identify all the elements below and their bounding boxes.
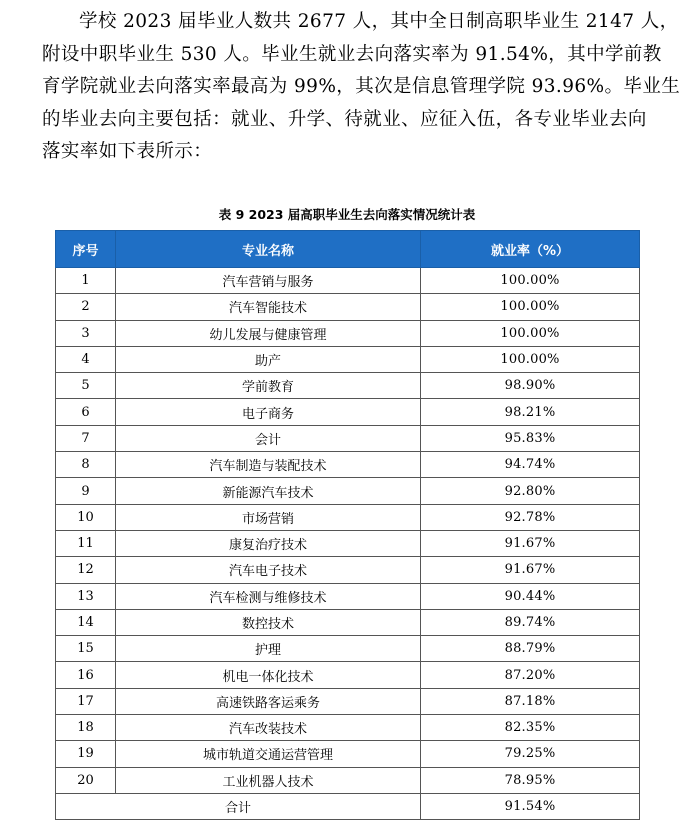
- row-major: 新能源汽车技术: [116, 478, 421, 504]
- table-row: [56, 741, 640, 767]
- row-rate: 98.90%: [421, 373, 640, 399]
- row-index: 7: [56, 425, 116, 451]
- row-major: 护理: [116, 636, 421, 662]
- table-row: [56, 504, 640, 530]
- table-row: [56, 478, 640, 504]
- row-rate: 88.79%: [421, 636, 640, 662]
- row-rate: 92.78%: [421, 504, 640, 530]
- table-row: [56, 609, 640, 635]
- table-row: [56, 452, 640, 478]
- table-body: [56, 268, 640, 820]
- row-major: 汽车制造与装配技术: [116, 452, 421, 478]
- table-row: [56, 583, 640, 609]
- row-index: 4: [56, 346, 116, 372]
- row-major: 汽车电子技术: [116, 557, 421, 583]
- row-rate: 100.00%: [421, 268, 640, 294]
- row-index: 3: [56, 320, 116, 346]
- table-total-row: [56, 793, 640, 819]
- row-major: 学前教育: [116, 373, 421, 399]
- total-value: 91.54%: [421, 793, 640, 819]
- row-rate: 95.83%: [421, 425, 640, 451]
- row-major: 机电一体化技术: [116, 662, 421, 688]
- row-rate: 79.25%: [421, 741, 640, 767]
- intro-line: 学校 2023 届毕业人数共 2677 人，其中全日制高职毕业生 2147 人，: [79, 11, 679, 32]
- row-major: 高速铁路客运乘务: [116, 688, 421, 714]
- table-row: [56, 530, 640, 556]
- table-row: [56, 320, 640, 346]
- table-row: [56, 715, 640, 741]
- row-major: 工业机器人技术: [116, 767, 421, 793]
- row-rate: 78.95%: [421, 767, 640, 793]
- row-index: 16: [56, 662, 116, 688]
- row-rate: 94.74%: [421, 452, 640, 478]
- table-row: [56, 688, 640, 714]
- row-index: 6: [56, 399, 116, 425]
- row-rate: 98.21%: [421, 399, 640, 425]
- row-index: 20: [56, 767, 116, 793]
- intro-line: 附设中职毕业生 530 人。毕业生就业去向落实率为 91.54%，其中学前教: [42, 43, 662, 65]
- row-rate: 87.20%: [421, 662, 640, 688]
- row-major: 会计: [116, 425, 421, 451]
- employment-rate-table: [55, 230, 640, 820]
- row-major: 康复治疗技术: [116, 530, 421, 556]
- intro-paragraph: [42, 6, 681, 169]
- row-index: 18: [56, 715, 116, 741]
- header-major: 专业名称: [116, 231, 421, 268]
- intro-line: 育学院就业去向落实率最高为 99%，其次是信息管理学院 93.96%。毕业生: [42, 76, 681, 98]
- row-index: 15: [56, 636, 116, 662]
- row-major: 市场营销: [116, 504, 421, 530]
- row-major: 汽车检测与维修技术: [116, 583, 421, 609]
- table-row: [56, 294, 640, 320]
- row-major: 汽车营销与服务: [116, 268, 421, 294]
- row-index: 14: [56, 609, 116, 635]
- row-rate: 87.18%: [421, 688, 640, 714]
- table-header: [56, 231, 640, 268]
- row-major: 电子商务: [116, 399, 421, 425]
- table-row: [56, 268, 640, 294]
- total-label: 合计: [56, 793, 421, 819]
- row-index: 8: [56, 452, 116, 478]
- row-major: 幼儿发展与健康管理: [116, 320, 421, 346]
- row-rate: 89.74%: [421, 609, 640, 635]
- row-index: 1: [56, 268, 116, 294]
- table-row: [56, 425, 640, 451]
- table-row: [56, 636, 640, 662]
- row-index: 17: [56, 688, 116, 714]
- row-major: 城市轨道交通运营管理: [116, 741, 421, 767]
- row-index: 10: [56, 504, 116, 530]
- header-index: 序号: [56, 231, 116, 268]
- row-rate: 100.00%: [421, 320, 640, 346]
- row-index: 13: [56, 583, 116, 609]
- row-major: 数控技术: [116, 609, 421, 635]
- table-header-row: [56, 231, 640, 268]
- row-major: 汽车改装技术: [116, 715, 421, 741]
- table-row: [56, 373, 640, 399]
- row-rate: 91.67%: [421, 557, 640, 583]
- row-index: 19: [56, 741, 116, 767]
- table-row: [56, 557, 640, 583]
- table-row: [56, 399, 640, 425]
- row-rate: 100.00%: [421, 294, 640, 320]
- intro-line: 的毕业去向主要包括：就业、升学、待就业、应征入伍，各专业毕业去向: [42, 108, 647, 130]
- table-caption: 表 9 2023 届高职毕业生去向落实情况统计表: [218, 207, 476, 222]
- row-major: 汽车智能技术: [116, 294, 421, 320]
- row-index: 5: [56, 373, 116, 399]
- row-rate: 90.44%: [421, 583, 640, 609]
- row-rate: 100.00%: [421, 346, 640, 372]
- row-index: 2: [56, 294, 116, 320]
- row-rate: 91.67%: [421, 530, 640, 556]
- header-rate: 就业率（%）: [421, 231, 640, 268]
- row-rate: 82.35%: [421, 715, 640, 741]
- table-row: [56, 346, 640, 372]
- row-index: 9: [56, 478, 116, 504]
- row-index: 11: [56, 530, 116, 556]
- row-major: 助产: [116, 346, 421, 372]
- intro-line: 落实率如下表所示：: [42, 141, 213, 163]
- table-row: [56, 662, 640, 688]
- row-index: 12: [56, 557, 116, 583]
- row-rate: 92.80%: [421, 478, 640, 504]
- table-row: [56, 767, 640, 793]
